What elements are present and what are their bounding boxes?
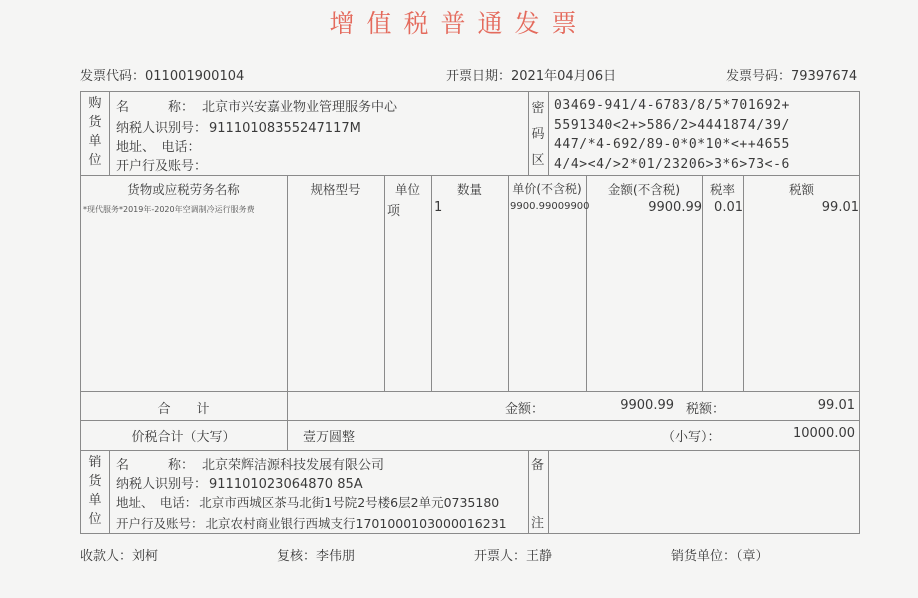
- cipher-line: 5591340<2+>586/2>4441874/39/: [554, 117, 790, 133]
- buyer-side-char: 货: [88, 115, 102, 130]
- item-price: 9900.99009900: [510, 201, 590, 212]
- seller-side-char: 销: [88, 455, 102, 470]
- seller-name: 北京荣辉洁源科技发展有限公司: [202, 458, 385, 473]
- buyer-tax-id: 91110108355247117M: [209, 121, 361, 136]
- cipher-line: 03469-941/4-6783/8/5*701692+: [554, 98, 790, 113]
- footer-payee-label: 收款人：: [80, 549, 133, 564]
- cipher-area: [554, 96, 790, 174]
- col-header-tax: 税额: [788, 182, 814, 197]
- invoice-date-label: 开票日期：: [446, 69, 512, 84]
- totals-tax-label: 税额：: [686, 402, 726, 417]
- divider: [80, 450, 860, 451]
- grand-total-small-label: （小写）：: [662, 430, 721, 445]
- seller-address-label: 地址、 电话：: [116, 495, 198, 510]
- invoice-title: 增值税普通发票: [329, 9, 589, 38]
- seller-bank-row: [116, 514, 507, 532]
- col-header-spec: 规格型号: [310, 182, 361, 197]
- divider: [287, 175, 288, 391]
- item-qty: 1: [434, 200, 443, 215]
- invoice-number-label: 发票号码：: [726, 69, 792, 84]
- seller-name-label: 名 称：: [116, 458, 195, 473]
- cipher-line: 447/*4-692/89-0*0*10*<++4655: [554, 137, 790, 152]
- item-name: *现代服务*2019年-2020年空调制冷运行服务费: [83, 205, 255, 214]
- buyer-side-label: [84, 94, 106, 170]
- col-header-unit: 单位: [394, 182, 420, 197]
- footer-reviewer-label: 复核：: [277, 549, 317, 564]
- cipher-side-char: 区: [531, 153, 545, 168]
- divider: [80, 391, 860, 392]
- footer-payee-value: 刘柯: [132, 549, 159, 564]
- col-header-price: 单价(不含税): [512, 182, 582, 196]
- totals-label: 合 计: [157, 402, 210, 417]
- seller-bank: 北京农村商业银行西城支行1701000103000016231: [205, 516, 507, 531]
- invoice-number-value: 79397674: [791, 69, 858, 84]
- totals-amount: 9900.99: [620, 398, 674, 413]
- item-amount: 9900.99: [648, 200, 702, 215]
- footer-issuer-value: 王静: [526, 549, 553, 564]
- buyer-name-label: 名 称：: [116, 100, 195, 115]
- buyer-tax-id-row: [116, 117, 361, 136]
- divider: [384, 175, 385, 391]
- footer-issuer-label: 开票人：: [474, 549, 527, 564]
- grand-total-label: 价税合计（大写）: [131, 430, 236, 445]
- invoice-number: [726, 65, 857, 84]
- footer-seller-stamp: 销货单位：（章）: [671, 549, 769, 564]
- seller-side-char: 单: [88, 493, 102, 508]
- cipher-line: 4/4><4/>2*01/23206>3*6>73<-6: [554, 156, 790, 172]
- divider: [109, 91, 110, 175]
- col-header-qty: 数量: [456, 182, 482, 197]
- remarks-label-bottom: 注: [531, 516, 545, 531]
- divider: [548, 450, 549, 534]
- totals-amount-label: 金额：: [505, 402, 545, 417]
- cipher-side-char: 密: [531, 101, 545, 116]
- buyer-address-row: [116, 136, 201, 155]
- invoice-date-value: 2021年04月06日: [511, 69, 617, 84]
- remarks-label-top: 备: [531, 458, 545, 473]
- buyer-side-char: 单: [88, 134, 102, 149]
- buyer-tax-id-label: 纳税人识别号：: [116, 121, 208, 136]
- buyer-name: 北京市兴安嘉业物业管理服务中心: [202, 100, 398, 115]
- divider: [287, 391, 288, 450]
- item-tax: 99.01: [821, 200, 859, 215]
- footer-payee: [80, 545, 158, 564]
- buyer-name-row: [116, 96, 397, 115]
- totals-tax: 99.01: [817, 398, 855, 413]
- col-header-name: 货物或应税劳务名称: [127, 182, 240, 197]
- buyer-bank-label: 开户行及账号：: [116, 159, 208, 174]
- seller-side-char: 货: [88, 474, 102, 489]
- divider: [508, 175, 509, 391]
- buyer-side-char: 购: [88, 96, 102, 111]
- divider: [80, 420, 860, 421]
- item-rate: 0.01: [714, 200, 743, 215]
- divider: [109, 450, 110, 534]
- seller-tax-id-label: 纳税人识别号：: [116, 477, 208, 492]
- cipher-side-char: 码: [531, 127, 545, 142]
- divider: [528, 450, 529, 534]
- cipher-side-label: [527, 96, 549, 174]
- divider: [431, 175, 432, 391]
- seller-name-row: [116, 454, 384, 473]
- footer-reviewer-value: 李伟朋: [316, 549, 356, 564]
- seller-address-row: [116, 493, 499, 511]
- buyer-bank-row: [116, 155, 207, 174]
- seller-tax-id-row: [116, 473, 363, 492]
- seller-bank-label: 开户行及账号：: [116, 516, 204, 531]
- invoice-code-value: 011001900104: [145, 69, 245, 84]
- invoice-code-label: 发票代码：: [80, 69, 146, 84]
- col-header-rate: 税率: [709, 182, 735, 197]
- footer-issuer: [474, 545, 552, 564]
- invoice-date: [446, 65, 616, 84]
- item-unit: 项: [387, 204, 401, 219]
- seller-side-char: 位: [88, 512, 102, 527]
- seller-tax-id: 911101023064870 85A: [209, 477, 363, 492]
- col-header-amount: 金额(不含税): [607, 182, 681, 197]
- grand-total-small: 10000.00: [792, 426, 855, 441]
- grand-total-words: 壹万圆整: [303, 430, 356, 445]
- buyer-side-char: 位: [88, 153, 102, 168]
- seller-side-label: [84, 453, 106, 529]
- invoice-code: [80, 65, 244, 84]
- seller-address: 北京市西城区茶马北街1号院2号楼6层2单元0735180: [199, 495, 500, 510]
- footer-reviewer: [277, 545, 355, 564]
- buyer-address-label: 地址、 电话：: [116, 140, 201, 155]
